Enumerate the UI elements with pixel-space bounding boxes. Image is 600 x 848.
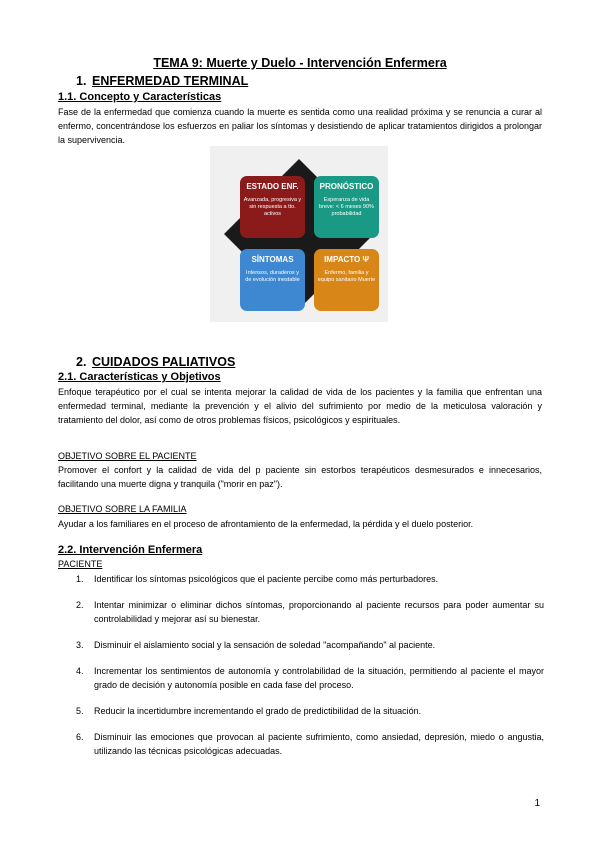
card-desc: Avanzada, progresiva y sin respuesta a tto. activos xyxy=(243,197,302,217)
card-desc: Esperanza de vida breve: < 6 meses 90% probabilidad xyxy=(319,197,374,217)
objective-family-text: Ayudar a los familiares en el proceso de afrontamiento de la enfermedad, la pérdida y el duelo posterior. xyxy=(58,519,474,529)
list-item: 1. Identificar los síntomas psicológicos que el paciente percibe como más perturbadores. xyxy=(76,574,439,584)
intervention-steps-list xyxy=(58,572,544,770)
terminal-illness-diagram xyxy=(210,146,388,322)
list-item: 3. Disminuir el aislamiento social y la sensación de soledad "acompañando" al paciente. xyxy=(76,640,436,650)
subsection-2-1-heading: 2.1. Características y Objetivos xyxy=(58,371,221,383)
subsection-2-2-heading: 2.2. Intervención Enfermera xyxy=(58,544,203,556)
list-item: 5. Reducir la incertidumbre incrementando el grado de predictibilidad de la situación. xyxy=(76,706,422,716)
list-item: 6. Disminuir las emociones que provocan al paciente sufrimiento, como ansiedad, depresión, miedo o angustia, utilizando las técnicas psicológicas adecuadas. xyxy=(76,732,544,756)
diagram-diamond-background xyxy=(224,159,374,309)
objective-family-heading: OBJETIVO SOBRE LA FAMILIA xyxy=(58,504,187,514)
card-title: IMPACTO Ψ xyxy=(324,255,369,264)
document-title: TEMA 9: Muerte y Duelo - Intervención Enfermera xyxy=(153,56,447,70)
list-item: 4. Incrementar los sentimientos de autonomía y controlabilidad de la situación, permitiendo al paciente el mayor grado de decisión y autonomía posible en cada fase del proceso. xyxy=(76,666,544,690)
section-2-number: 2. xyxy=(76,355,87,369)
diagram-card-estado xyxy=(240,176,305,238)
section-2-title: CUIDADOS PALIATIVOS xyxy=(92,355,236,369)
diagram-card-impacto xyxy=(314,249,379,311)
objective-patient-heading: OBJETIVO SOBRE EL PACIENTE xyxy=(58,451,197,461)
patient-label: PACIENTE xyxy=(58,559,103,569)
list-item: 2. Intentar minimizar o eliminar dichos síntomas, proporcionando al paciente recursos para poder aumentar su controlabilidad y mejorar así su bienestar. xyxy=(76,600,544,624)
subsection-1-1-heading: 1.1. Concepto y Características xyxy=(58,91,222,103)
card-desc: Enfermo, familia y equipo sanitario Muerte xyxy=(317,270,376,283)
section-1-heading xyxy=(76,74,248,88)
subsection-1-1-text: Fase de la enfermedad que comienza cuando la muerte es sentida como una realidad próxima y se renuncia a curar al enfermo, concentrándose los esfuerzos en paliar los síntomas y desistiendo de aplicar tratamientos dirigidos a prolongar la supervivencia. xyxy=(58,107,542,145)
diagram-card-pronostico xyxy=(314,176,379,238)
card-desc: Intensos, duraderos y de evolución inestable xyxy=(245,270,300,283)
card-title: PRONÓSTICO xyxy=(319,182,374,191)
section-2-heading xyxy=(76,355,235,369)
subsection-2-1-text: Enfoque terapéutico por el cual se intenta mejorar la calidad de vida de los pacientes y la familia que enfrentan una enfermedad terminal, mediante la prevención y el alivio del sufrimiento por medio de la meticulosa valoración y tratamiento del dolor, así como de otros problemas físicos, psicológicos y espirituales. xyxy=(58,387,542,425)
page-number: 1 xyxy=(534,798,540,809)
objective-patient-text: Promover el confort y la calidad de vida del p paciente sin estorbos terapéuticos desmesurados e innecesarios, facilitando una muerte digna y tranquila ("morir en paz"). xyxy=(58,465,542,489)
card-title: SÍNTOMAS xyxy=(251,255,294,264)
card-title: ESTADO ENF. xyxy=(246,182,299,191)
section-1-number: 1. xyxy=(76,74,87,88)
section-1-title: ENFERMEDAD TERMINAL xyxy=(92,74,249,88)
diagram-card-sintomas xyxy=(240,249,305,311)
